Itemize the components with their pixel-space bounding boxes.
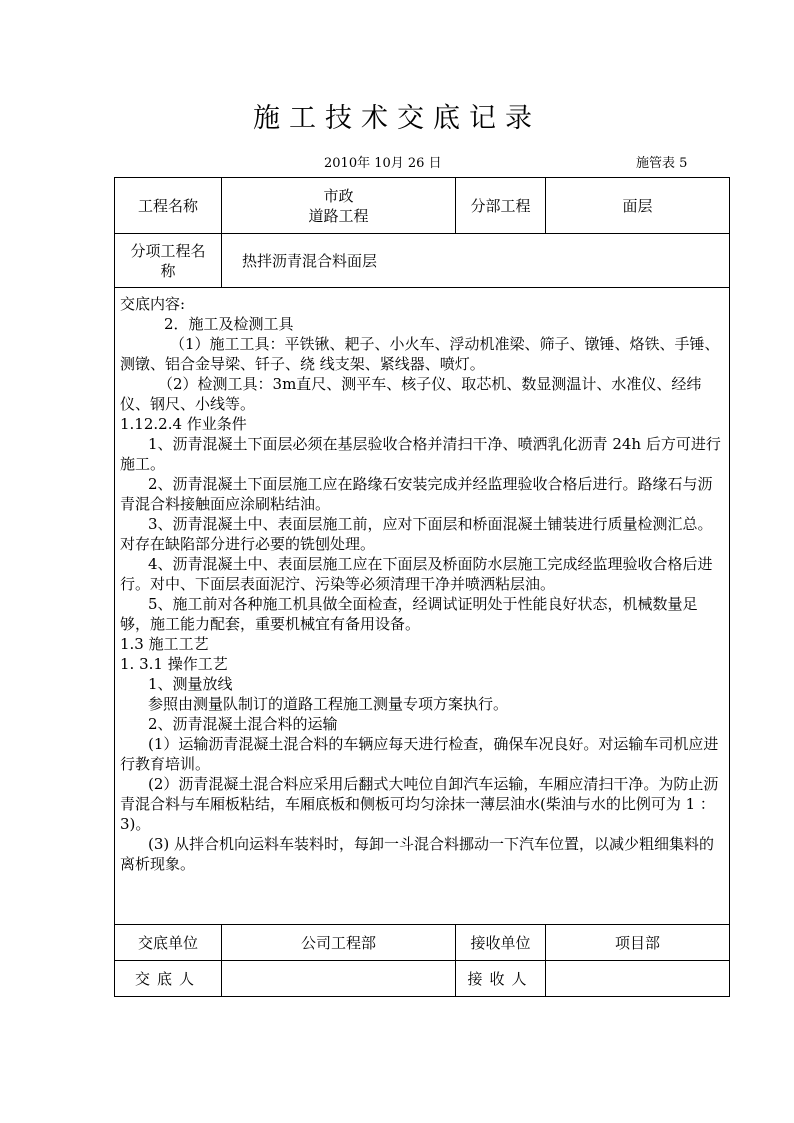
division-value: 面层 bbox=[546, 178, 730, 234]
division-label: 分部工程 bbox=[456, 178, 546, 234]
receiving-unit-label: 接收单位 bbox=[456, 925, 546, 961]
content-line: 2、沥青混凝土下面层施工应在路缘石安装完成并经监理验收合格后进行。路缘石与沥青混合料接触面应涂刷粘结油。 bbox=[120, 475, 713, 513]
project-info-row bbox=[115, 178, 730, 234]
subitem-label-line1: 分项工程名 bbox=[130, 241, 206, 260]
content-line: (1）运输沥青混凝土混合料的车辆应每天进行检查，确保车况良好。对运输车司机应进行教育培训。 bbox=[120, 735, 719, 773]
content-line: (2）沥青混凝土混合料应采用后翻式大吨位自卸汽车运输，车厢应清扫干净。为防止沥青混合料与车厢板粘结，车厢底板和侧板可均匀涂抹一薄层油水(柴油与水的比例可为 1 ：3)。 bbox=[120, 775, 719, 833]
disclosure-content bbox=[115, 288, 730, 925]
receiver-label: 接收人 bbox=[456, 961, 546, 997]
content-line: 5、施工前对各种施工机具做全面检查，经调试证明处于性能良好状态，机械数量足够，施工能力配套，重要机械宜有备用设备。 bbox=[120, 595, 698, 633]
project-name-line1: 市政 bbox=[323, 186, 354, 205]
receiver-signature bbox=[546, 961, 730, 997]
content-heading: 交底内容: bbox=[120, 295, 186, 313]
content-line: (3) 从拌合机向运料车装料时，每卸一斗混合料挪动一下汽车位置，以减少粗细集料的离析现象。 bbox=[120, 835, 715, 873]
content-line: 3、沥青混凝土中、表面层施工前，应对下面层和桥面混凝土铺装进行质量检测汇总。对存在缺陷部分进行必要的铣刨处理。 bbox=[120, 515, 713, 553]
content-line: 4、沥青混凝土中、表面层施工应在下面层及桥面防水层施工完成经监理验收合格后进行。对中、下面层表面泥泞、污染等必须清理干净并喷洒粘层油。 bbox=[120, 555, 713, 593]
form-number: 施管表 5 bbox=[636, 156, 688, 171]
record-date: 2010年 10月 26 日 bbox=[324, 156, 442, 171]
subitem-label-line2: 称 bbox=[160, 261, 176, 280]
subitem-value: 热拌沥青混合料面层 bbox=[222, 234, 730, 288]
subitem-row bbox=[115, 234, 730, 288]
project-name-line2: 道路工程 bbox=[308, 206, 369, 225]
project-name-value bbox=[222, 178, 456, 234]
issuer-signature bbox=[222, 961, 456, 997]
content-line: （2）检测工具：3m直尺、测平车、核子仪、取芯机、数显测温计、水准仪、经纬仪、钢尺、小线等。 bbox=[120, 375, 702, 413]
content-row bbox=[115, 288, 730, 925]
content-line: 1.12.2.4 作业条件 bbox=[120, 415, 247, 433]
unit-row bbox=[115, 925, 730, 961]
document-title: 施工技术交底记录 bbox=[253, 103, 541, 134]
signature-row bbox=[115, 961, 730, 997]
content-line: 1.3 施工工艺 bbox=[120, 635, 209, 653]
disclosure-record-table bbox=[114, 177, 730, 997]
content-line: 1、沥青混凝土下面层必须在基层验收合格并清扫干净、喷洒乳化沥青 24h 后方可进行施工。 bbox=[120, 435, 721, 473]
content-line: 2、沥青混凝土混合料的运输 bbox=[148, 715, 338, 733]
content-line: 1、测量放线 bbox=[148, 675, 233, 693]
issuer-label: 交底人 bbox=[115, 961, 222, 997]
issuing-unit-value: 公司工程部 bbox=[222, 925, 456, 961]
content-line: 2．施工及检测工具 bbox=[164, 315, 294, 333]
content-line: 1. 3.1 操作工艺 bbox=[120, 655, 228, 673]
project-name-label: 工程名称 bbox=[115, 178, 222, 234]
content-line: 参照由测量队制订的道路工程施工测量专项方案执行。 bbox=[148, 695, 509, 713]
issuing-unit-label: 交底单位 bbox=[115, 925, 222, 961]
content-line: （1）施工工具：平铁锹、耙子、小火车、浮动机准梁、筛子、镦锤、烙铁、手锤、测镦、铝合金导梁、钎子、绕 线支架、紧线器、喷灯。 bbox=[120, 335, 720, 373]
receiving-unit-value: 项目部 bbox=[546, 925, 730, 961]
subitem-label bbox=[115, 234, 222, 288]
